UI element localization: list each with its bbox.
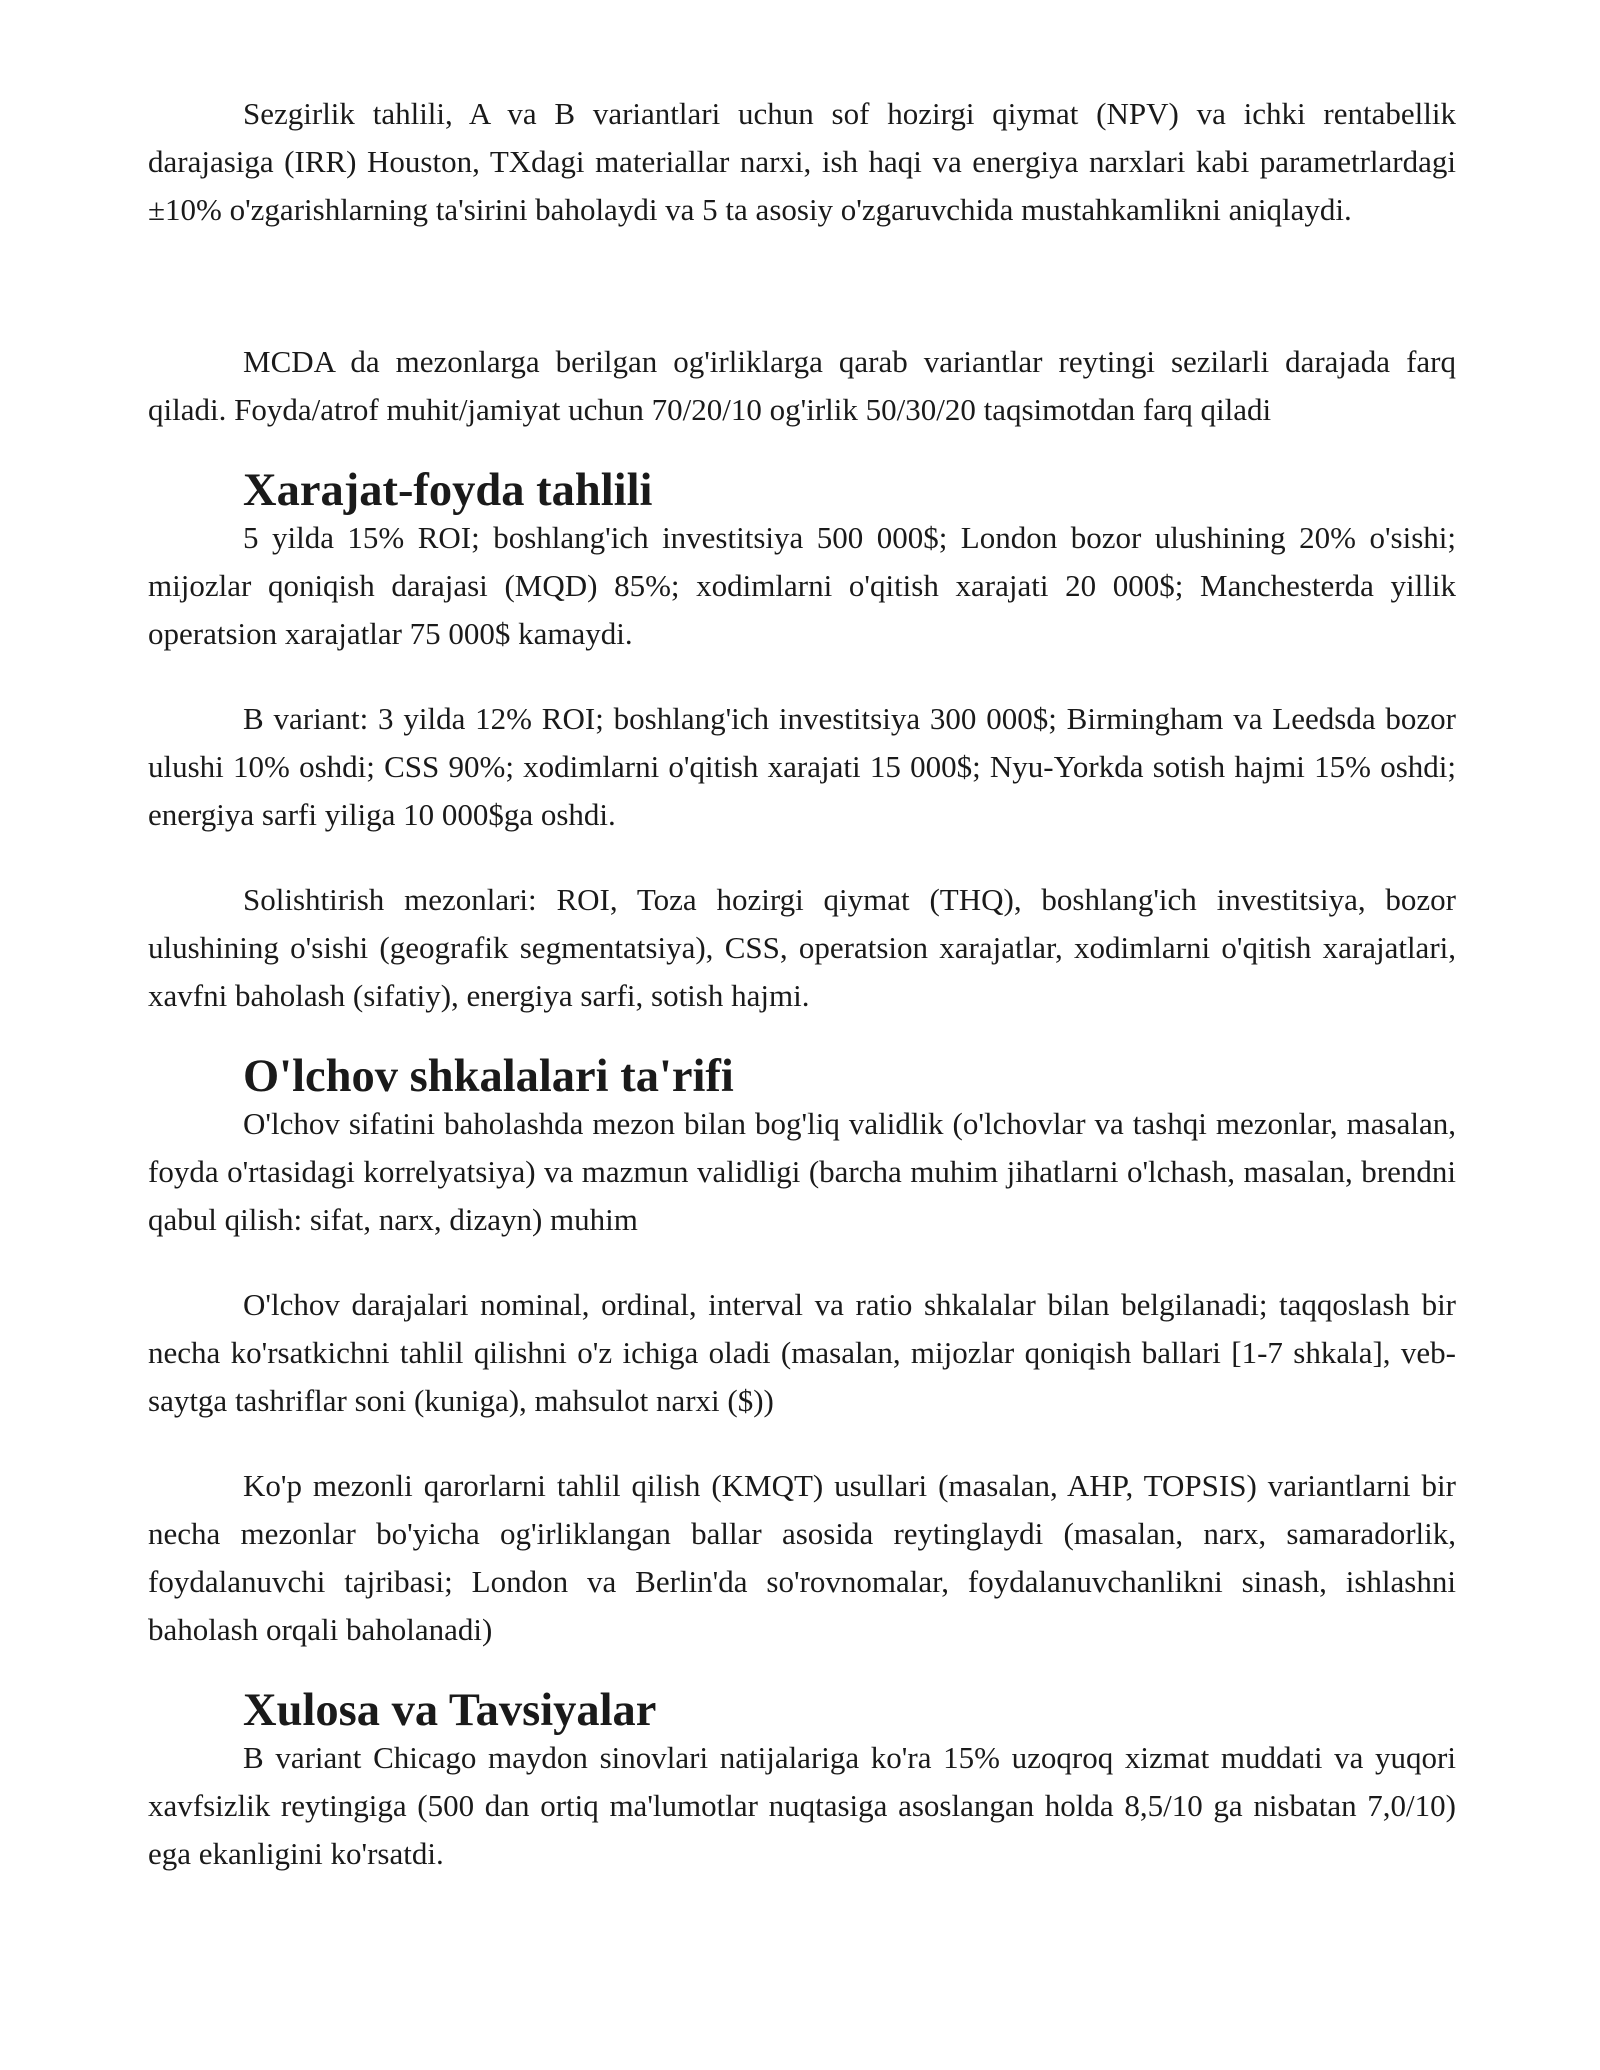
paragraph-sensitivity-analysis: Sezgirlik tahlili, A va B variantlari uchun sof hozirgi qiymat (NPV) va ichki rentabellik darajasiga (IRR) Houston, TXdagi materiallar narxi, ish haqi va energiya narxlari kabi parametrlardagi ±10% o'zgarishlarning ta'sirini baholaydi va 5 ta asosiy o'zgaruvchida mustahkamlikni aniqlaydi. (148, 96, 1456, 227)
paragraph-comparison-criteria: Solishtirish mezonlari: ROI, Toza hozirgi qiymat (THQ), boshlang'ich investitsiya, bozor ulushining o'sishi (geografik segmentatsiya), CSS, operatsion xarajatlar, xodimlarni o'qitish xarajatlari, xavfni baholash (sifatiy), energiya sarfi, sotish hajmi. (148, 882, 1456, 1013)
document-page (148, 90, 1456, 1878)
paragraph-mcda-methods: Ko'p mezonli qarorlarni tahlil qilish (KMQT) usullari (masalan, AHP, TOPSIS) variantlarni bir necha mezonlar bo'yicha og'irliklangan ballar asosida reytinglaydi (masalan, narx, samaradorlik, foydalanuvchi tajribasi; London va Berlin'da so'rovnomalar, foydalanuvchanlikni sinash, ishlashni baholash orqali baholanadi) (148, 1468, 1456, 1647)
heading-conclusion: Xulosa va Tavsiyalar (243, 1685, 657, 1736)
paragraph-measurement-levels: O'lchov darajalari nominal, ordinal, interval va ratio shkalalar bilan belgilanadi; taqqoslash bir necha ko'rsatkichni tahlil qilishni o'z ichiga oladi (masalan, mijozlar qoniqish ballari [1-7 shkala], veb-saytga tashriflar soni (kuniga), mahsulot narxi ($)) (148, 1287, 1456, 1418)
heading-measurement-scales: O'lchov shkalalari ta'rifi (243, 1051, 734, 1102)
heading-cost-benefit: Xarajat-foyda tahlili (243, 465, 653, 516)
paragraph-measurement-validity: O'lchov sifatini baholashda mezon bilan bog'liq validlik (o'lchovlar va tashqi mezonlar, masalan, foyda o'rtasidagi korrelyatsiya) va mazmun validligi (barcha muhim jihatlarni o'lchash, masalan, brendni qabul qilish: sifat, narx, dizayn) muhim (148, 1106, 1456, 1237)
paragraph-variant-b: B variant: 3 yilda 12% ROI; boshlang'ich investitsiya 300 000$; Birmingham va Leedsda bozor ulushi 10% oshdi; CSS 90%; xodimlarni o'qitish xarajati 15 000$; Nyu-Yorkda sotish hajmi 15% oshdi; energiya sarfi yiliga 10 000$ga oshdi. (148, 701, 1456, 832)
paragraph-conclusion: B variant Chicago maydon sinovlari natijalariga ko'ra 15% uzoqroq xizmat muddati va yuqori xavfsizlik reytingiga (500 dan ortiq ma'lumotlar nuqtasiga asoslangan holda 8,5/10 ga nisbatan 7,0/10) ega ekanligini ko'rsatdi. (148, 1740, 1456, 1871)
paragraph-mcda-weights: MCDA da mezonlarga berilgan og'irliklarga qarab variantlar reytingi sezilarli darajada farq qiladi. Foyda/atrof muhit/jamiyat uchun 70/20/10 og'irlik 50/30/20 taqsimotdan farq qiladi (148, 344, 1456, 427)
paragraph-variant-a: 5 yilda 15% ROI; boshlang'ich investitsiya 500 000$; London bozor ulushining 20% o'sishi; mijozlar qoniqish darajasi (MQD) 85%; xodimlarni o'qitish xarajati 20 000$; Manchesterda yillik operatsion xarajatlar 75 000$ kamaydi. (148, 520, 1456, 651)
